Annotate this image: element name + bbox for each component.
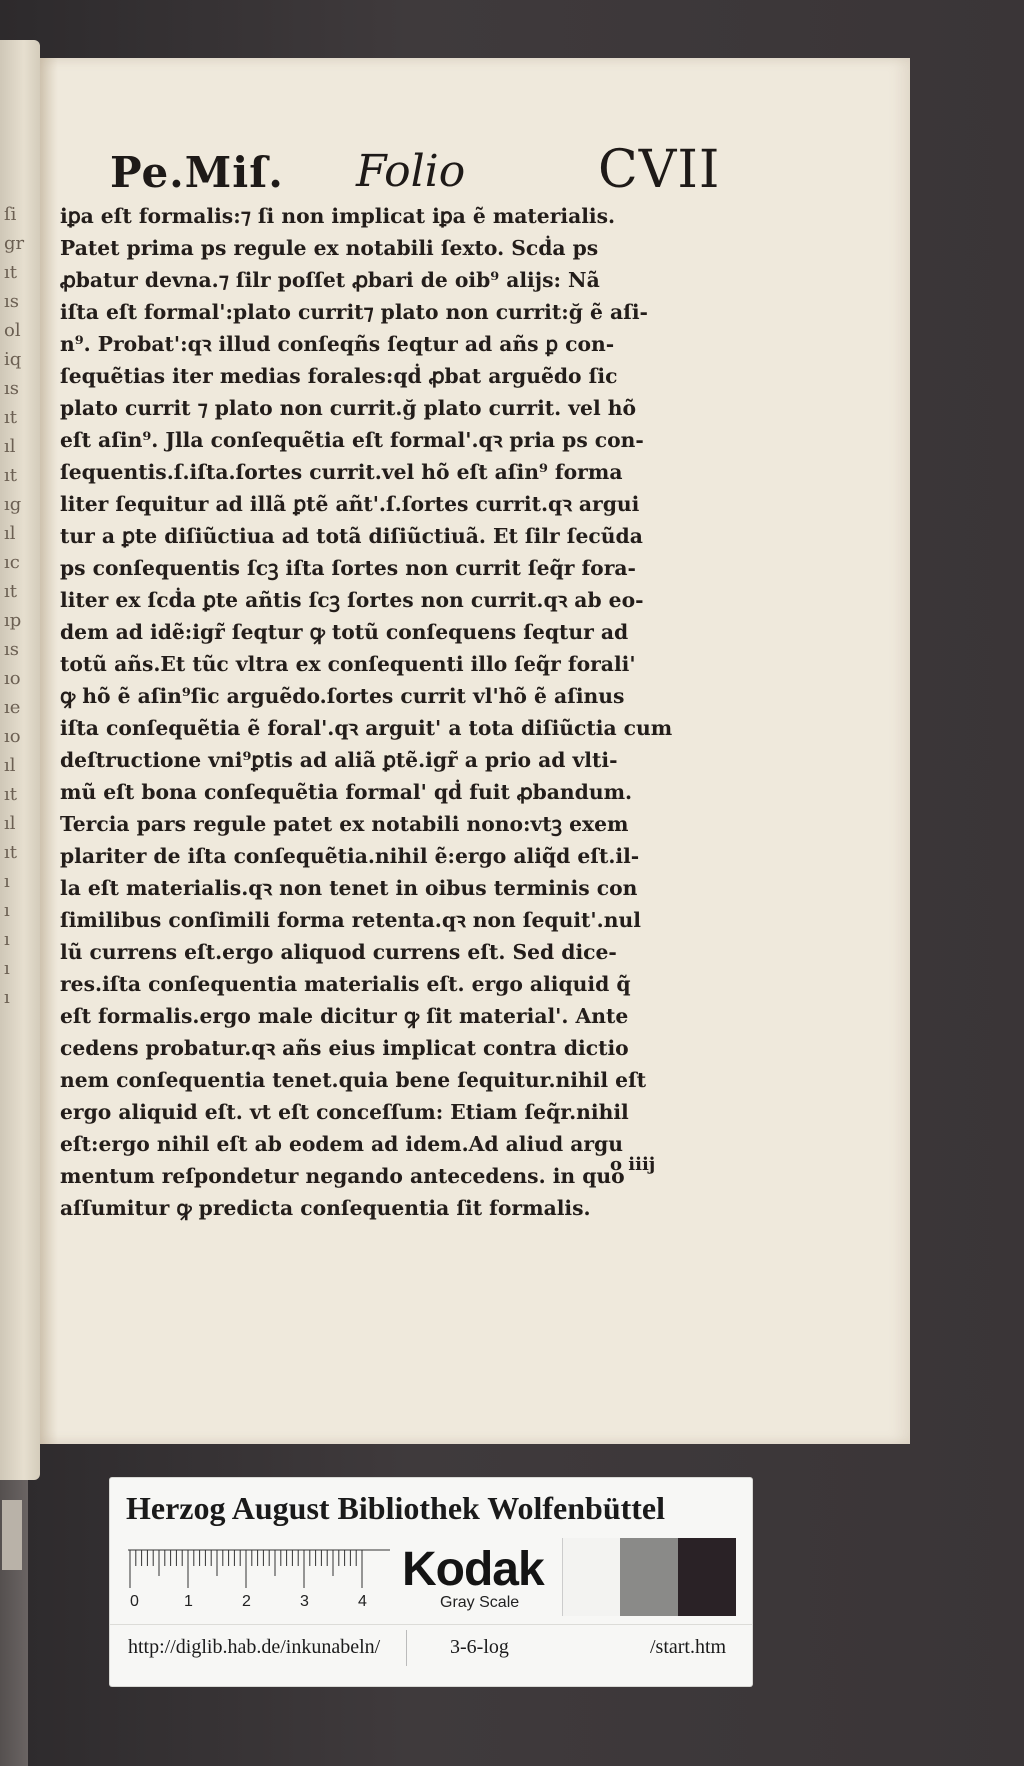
running-title: Pe.Miſ. xyxy=(110,148,284,197)
facing-page-edge xyxy=(0,40,40,1480)
text-line: dem ad idẽ:igr̃ ſeqtur ꝙ totũ conſequens ſeqtur ad xyxy=(60,620,629,644)
ruler-number: 3 xyxy=(300,1593,309,1610)
body-text xyxy=(60,200,700,1224)
text-line: lũ currens eſt.ergo aliquod currens eſt. Sed dice- xyxy=(60,940,617,964)
ruler-ticks xyxy=(130,1550,362,1588)
shelf-label xyxy=(2,1500,22,1570)
item-code: 3-6-log xyxy=(450,1636,509,1658)
page-gutter-shadow xyxy=(40,58,58,1444)
text-line: iſta conſequẽtia ẽ foral'.qꝛ arguit' a tota diſiũctia cum xyxy=(60,716,673,740)
text-line: totũ añs.Et tũc vltra ex conſequenti illo ſeq̃r forali' xyxy=(60,652,636,676)
text-line: eſt formalis.ergo male dicitur ꝙ ſit material'. Ante xyxy=(60,1004,629,1028)
text-line: ꝓbatur devna.⁊ ſilr poſſet ꝓbari de oib⁹ alijs: Nã xyxy=(60,268,600,292)
text-line: Tercia pars regule patet ex notabili nono:vtꝫ exem xyxy=(60,812,629,836)
facing-page-fragments: ſi gr ıt ıs ol iq ıs ıt ıl ıt ıg ıl ıc ıt ıp ıs ıo ıe ıo ıl ıt ıl ıt ı ı ı ı ı xyxy=(4,204,25,1008)
folio-number: CVII xyxy=(598,140,721,200)
text-line: eſt:ergo nihil eſt ab eodem ad idem.Ad aliud argu xyxy=(60,1132,623,1156)
folio-label: Folio xyxy=(356,146,466,197)
text-line: ergo aliquid eſt. vt eſt conceſſum: Etiam ſeq̃r.nihil xyxy=(60,1100,629,1124)
text-line: la eſt materialis.qꝛ non tenet in oibus terminis con xyxy=(60,876,638,900)
text-line: iꝑa eſt formalis:⁊ ſi non implicat iꝑa ẽ materialis. xyxy=(60,204,616,228)
book-spine xyxy=(0,1480,28,1766)
page-header xyxy=(100,138,720,200)
digital-library-url: http://diglib.hab.de/inkunabeln/ xyxy=(128,1636,381,1658)
gray-scale-label: Gray Scale xyxy=(440,1594,520,1611)
swatch-white xyxy=(562,1538,621,1616)
text-line: tur a ꝑte diſiũctiua ad totã diſiũctiuã. Et ſilr ſecũda xyxy=(60,524,643,548)
swatch-black xyxy=(678,1538,736,1616)
ruler-number: 0 xyxy=(130,1593,139,1610)
text-line: iſta eſt formal':plato currit⁊ plato non currit:ğ ẽ aſi- xyxy=(60,300,648,324)
ruler-number: 4 xyxy=(358,1593,367,1610)
text-line: ſequẽtias iter medias forales:qḋ ꝓbat arguẽdo ſic xyxy=(60,364,618,388)
text-line: ꝙ hõ ẽ aſin⁹ſic arguẽdo.ſortes currit vl'hõ ẽ aſinus xyxy=(60,684,625,708)
start-page-path: /start.htm xyxy=(650,1636,727,1658)
gray-swatches xyxy=(562,1538,736,1616)
ruler-number: 1 xyxy=(184,1593,193,1610)
text-line: mũ eſt bona conſequẽtia formal' qḋ fuit ꝓbandum. xyxy=(60,780,633,804)
text-line: ſimilibus conſimili forma retenta.qꝛ non ſequit'.nul xyxy=(60,908,641,932)
library-name: Herzog August Bibliothek Wolfenbüttel xyxy=(126,1490,666,1526)
card-separator xyxy=(406,1630,407,1666)
text-line: eſt aſin⁹. Jlla conſequẽtia eſt formal'.qꝛ pria ps con- xyxy=(60,428,644,452)
card-divider xyxy=(110,1624,752,1625)
text-line: ps conſequentis ſcꝫ iſta ſortes non currit ſeq̃r fora- xyxy=(60,556,636,580)
ruler-numbers xyxy=(130,1593,367,1610)
text-line: deſtructione vni⁹ꝑtis ad aliã ꝑtẽ.igr̃ a prio ad vlti- xyxy=(60,748,618,772)
text-line: res.iſta conſequentia materialis eſt. ergo aliquid q̃ xyxy=(60,972,631,996)
signature-mark: o iiij xyxy=(610,1154,656,1175)
text-line: ſequentis.ſ.iſta.ſortes currit.vel hõ eſt aſin⁹ forma xyxy=(60,460,623,484)
text-line: cedens probatur.qꝛ añs eius implicat contra dictio xyxy=(60,1036,629,1060)
ruler-number: 2 xyxy=(242,1593,251,1610)
swatch-gray xyxy=(620,1538,678,1616)
color-reference-card xyxy=(110,1478,752,1686)
text-line: n⁹. Probat':qꝛ illud conſeqñs ſeqtur ad añs ꝑ con- xyxy=(60,332,615,356)
measurement-ruler xyxy=(128,1548,390,1610)
text-line: nem conſequentia tenet.quia bene ſequitur.nihil eſt xyxy=(60,1068,647,1092)
text-line: Patet prima ps regule ex notabili ſexto. Scḋa ps xyxy=(60,236,599,260)
text-line: plariter de iſta conſequẽtia.nihil ẽ:ergo aliq̃d eſt.il- xyxy=(60,844,640,868)
text-line: liter ex ſcḋa ꝑte añtis ſcꝫ ſortes non currit.qꝛ ab eo- xyxy=(60,588,644,612)
text-line: liter ſequitur ad illã ꝑtẽ añt'.ſ.ſortes currit.qꝛ argui xyxy=(60,492,640,516)
book-page xyxy=(40,58,910,1444)
kodak-logo: Kodak xyxy=(402,1543,544,1596)
text-line: mentum reſpondetur negando antecedens. in quo xyxy=(60,1164,625,1188)
text-line: aſſumitur ꝙ predicta conſequentia ſit formalis. xyxy=(60,1196,591,1220)
text-line: plato currit ⁊ plato non currit.ğ plato currit. vel hõ xyxy=(60,396,636,420)
